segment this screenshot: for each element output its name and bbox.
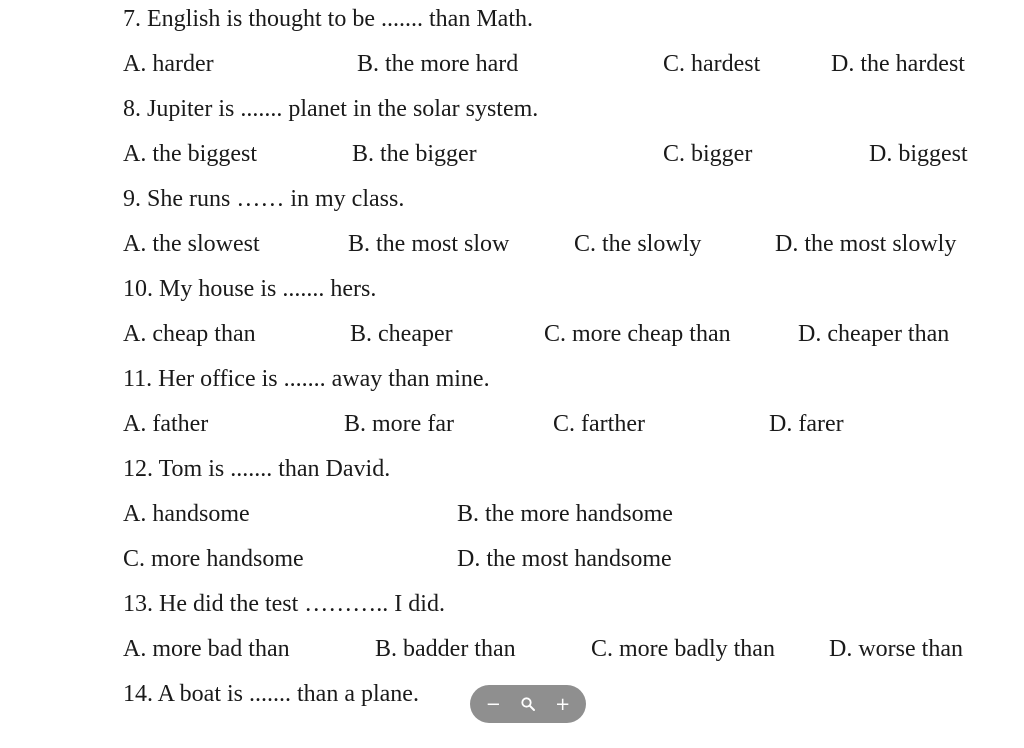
question-13-options [0,633,1024,665]
question-8-option-c: C. bigger [663,141,753,167]
question-10-option-a: A. cheap than [123,321,256,347]
question-8-option-a: A. the biggest [123,141,257,167]
zoom-out-button[interactable]: − [485,693,501,715]
question-13-option-b: B. badder than [375,636,516,662]
zoom-reset-button[interactable] [513,689,543,719]
zoom-controls [470,685,586,723]
question-12-options-row-2 [0,543,1024,575]
question-11-option-c: C. farther [553,411,645,437]
question-7-option-a: A. harder [123,51,214,77]
question-8 [0,93,1024,125]
question-12-option-d: D. the most handsome [457,546,672,572]
question-9-option-b: B. the most slow [348,231,510,257]
question-9-option-d: D. the most slowly [775,231,957,257]
question-12-option-b: B. the more handsome [457,501,673,527]
zoom-in-button[interactable]: + [555,693,571,715]
question-9-option-c: C. the slowly [574,231,702,257]
question-7-option-b: B. the more hard [357,51,519,77]
question-7-option-d: D. the hardest [831,51,965,77]
question-12-option-c: C. more handsome [123,546,304,572]
question-14-text: 14. A boat is ....... than a plane. [123,681,419,707]
question-11-options [0,408,1024,440]
magnifier-icon [520,696,536,712]
question-7-options [0,48,1024,80]
question-10-text: 10. My house is ....... hers. [123,276,377,302]
question-7 [0,3,1024,35]
question-12 [0,453,1024,485]
question-10-options [0,318,1024,350]
question-13-option-d: D. worse than [829,636,963,662]
question-11-option-d: D. farer [769,411,844,437]
question-11-text: 11. Her office is ....... away than mine. [123,366,490,392]
question-8-option-b: B. the bigger [352,141,477,167]
question-11 [0,363,1024,395]
question-12-option-a: A. handsome [123,501,250,527]
question-9-options [0,228,1024,260]
question-9 [0,183,1024,215]
question-13-text: 13. He did the test ……….. I did. [123,591,445,617]
question-8-option-d: D. biggest [869,141,968,167]
question-13-option-a: A. more bad than [123,636,290,662]
question-13-option-c: C. more badly than [591,636,775,662]
question-12-text: 12. Tom is ....... than David. [123,456,391,482]
question-13 [0,588,1024,620]
question-12-options-row-1 [0,498,1024,530]
question-9-text: 9. She runs …… in my class. [123,186,405,212]
question-8-text: 8. Jupiter is ....... planet in the solar system. [123,96,539,122]
question-7-text: 7. English is thought to be ....... than Math. [123,6,533,32]
question-9-option-a: A. the slowest [123,231,260,257]
question-10-option-b: B. cheaper [350,321,453,347]
question-10 [0,273,1024,305]
question-10-option-d: D. cheaper than [798,321,950,347]
question-11-option-a: A. father [123,411,209,437]
question-11-option-b: B. more far [344,411,454,437]
question-7-option-c: C. hardest [663,51,761,77]
question-8-options [0,138,1024,170]
question-10-option-c: C. more cheap than [544,321,731,347]
